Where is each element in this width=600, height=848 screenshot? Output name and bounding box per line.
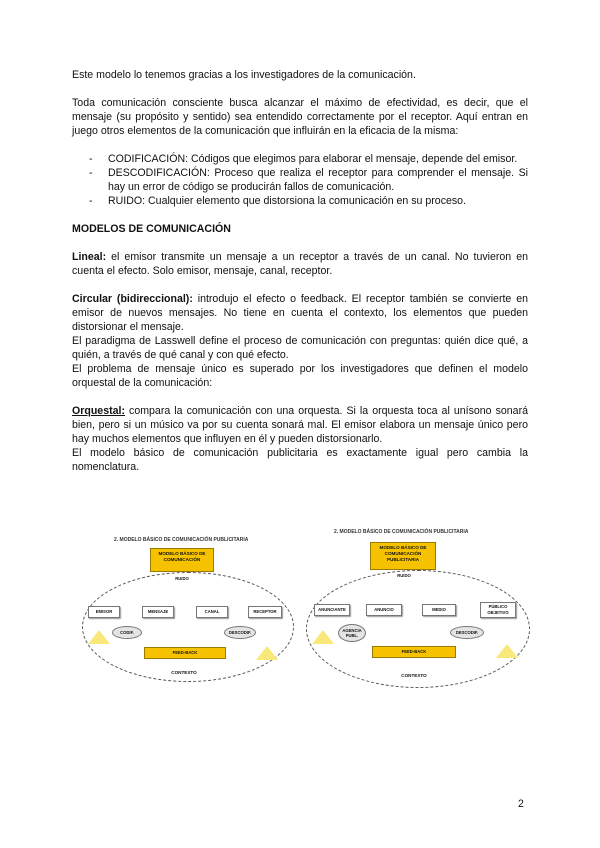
arrow-up-right-icon [256, 646, 278, 660]
box-canal: CANAL [196, 606, 228, 618]
paragraph-orquestal [72, 404, 528, 446]
document-body [72, 68, 528, 474]
diagram-title: 2. MODELO BÁSICO DE COMUNICACIÓN PUBLICITARIA [334, 529, 469, 535]
circular-label: Circular (bidireccional): [72, 293, 193, 305]
paragraph-lasswell: El paradigma de Lasswell define el proceso de comunicación con preguntas: quién dice qué, a quién, a través de qué canal y con qué efecto. [72, 335, 528, 361]
list-item: - CODIFICACIÓN: Códigos que elegimos para elaborar el mensaje, depende del emisor. [72, 152, 528, 166]
paragraph-publicitaria: El modelo básico de comunicación publicitaria es exactamente igual pero cambia la nomenclatura. [72, 447, 528, 473]
paragraph-orquestal-intro: El problema de mensaje único es superado por los investigadores que definen el modelo orquestal de la comunicación: [72, 363, 528, 389]
diagram-title: 2. MODELO BÁSICO DE COMUNICACIÓN PUBLICITARIA [114, 537, 249, 543]
noise-label: RUIDO [397, 573, 411, 578]
orquestal-label: Orquestal: [72, 405, 125, 417]
box-medio: MEDIO [422, 604, 456, 616]
circular-text: introdujo el efecto o feedback. El receptor también se convierte en emisor de nuevos mensajes. No tiene en cuenta el contexto, los elementos que pueden distorsionar el mensaje. [72, 293, 528, 333]
noise-label: RUIDO [175, 576, 189, 581]
list-item: - DESCODIFICACIÓN: Proceso que realiza el receptor para comprender el mensaje. Si hay un error de código se producirán fallos de comunicación. [72, 166, 528, 194]
arrow-up-left-icon [312, 630, 334, 644]
arrow-up-right-icon [496, 644, 518, 658]
box-mensaje: MENSAJE [142, 606, 174, 618]
diagram-basic-model [78, 534, 300, 686]
paragraph-circular [72, 292, 528, 334]
list-item: - RUIDO: Cualquier elemento que distorsiona la comunicación en su proceso. [72, 194, 528, 208]
paragraph-effectiveness: Toda comunicación consciente busca alcanzar el máximo de efectividad, es decir, que el mensaje (su propósito y sentido) sea entendido correctamente por el receptor. Aquí entran en juego otros elementos de la comunicación que influirán en la eficacia de la misma: [72, 97, 528, 137]
feedback-bar: FEED-BACK [144, 647, 226, 659]
feedback-bar: FEED-BACK [372, 646, 456, 658]
context-label: CONTEXTO [171, 670, 197, 675]
paragraph-intro: Este modelo lo tenemos gracias a los investigadores de la comunicación. [72, 69, 416, 81]
agency-ellipse: AGENCIA PUBL. [338, 624, 366, 642]
lineal-label: Lineal: [72, 251, 107, 263]
page-number: 2 [518, 798, 524, 810]
box-emisor: EMISOR [88, 606, 120, 618]
orquestal-text: compara la comunicación con una orquesta. Si la orquesta toca al unísono sonará bien, pero si un músico va por su cuenta sonará mal. El emisor elabora un mensaje único pero hay muchos elementos que influyen en él y pueden distorsionarlo. [72, 405, 528, 445]
elements-list [72, 152, 528, 208]
decodif-ellipse: DESCODIF. [224, 626, 256, 639]
context-label: CONTEXTO [401, 673, 427, 678]
context-oval [82, 572, 294, 682]
box-receptor: RECEPTOR [248, 606, 282, 618]
codif-ellipse: CODIF. [112, 626, 142, 639]
decodif-ellipse: DESCODIF. [450, 626, 484, 639]
paragraph-lineal [72, 250, 528, 278]
arrow-up-left-icon [88, 630, 110, 644]
model-title-box: MODELO BÁSICO DE COMUNICACIÓN [150, 548, 214, 572]
box-anunciante: ANUNCIANTE [314, 604, 350, 616]
section-heading: MODELOS DE COMUNICACIÓN [72, 223, 231, 235]
box-anuncio: ANUNCIO [366, 604, 402, 616]
diagram-advertising-model [300, 526, 534, 692]
lineal-text: el emisor transmite un mensaje a un receptor a través de un canal. No tuvieron en cuenta el efecto. Solo emisor, mensaje, canal, receptor. [72, 251, 528, 277]
model-title-box: MODELO BÁSICO DE COMUNICACIÓN PUBLICITARIA [370, 542, 436, 570]
box-publico-objetivo: PÚBLICO OBJETIVO [480, 602, 516, 618]
